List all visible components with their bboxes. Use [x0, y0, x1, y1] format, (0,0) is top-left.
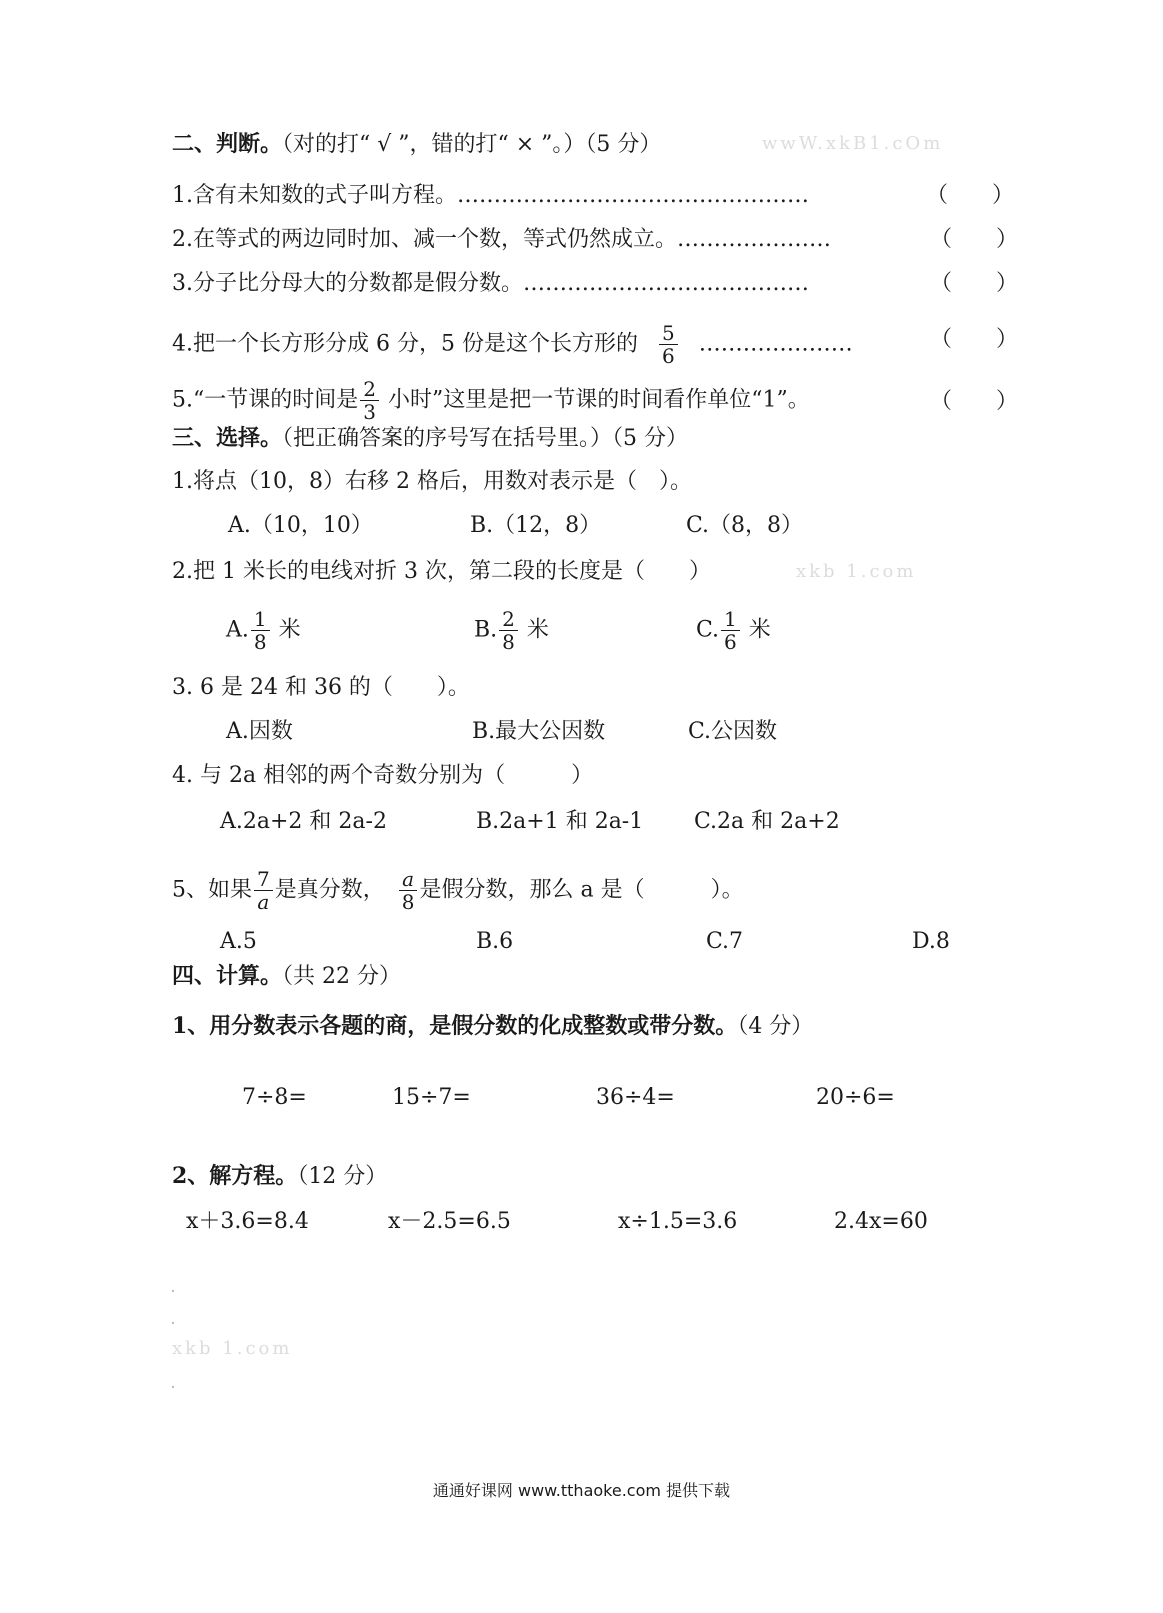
- division-item: 15÷7=: [392, 1085, 471, 1110]
- calc-part2-heading: [172, 1162, 387, 1191]
- scan-dot: [172, 1386, 174, 1388]
- fraction: [721, 608, 740, 653]
- option-unit: 米: [526, 617, 549, 643]
- fraction-denominator: 8: [253, 630, 267, 654]
- watermark: xkb 1.com: [172, 1338, 293, 1359]
- judge-item-5-text: 5.“一节课的时间是: [172, 387, 359, 413]
- choice-q5-text-mid: 是真分数，: [274, 877, 385, 903]
- fraction-numerator: 7: [254, 868, 273, 891]
- option-a: A.2a+2 和 2a-2: [220, 809, 387, 834]
- option-b: B.6: [476, 929, 514, 954]
- section4-title: 四、计算。: [172, 963, 283, 989]
- option-prefix: C.: [696, 617, 720, 643]
- answer-paren-4: （ ）: [930, 327, 1019, 352]
- section3-note: （把正确答案的序号写在括号里。）（5 分）: [282, 426, 689, 451]
- division-item: 7÷8=: [242, 1085, 307, 1110]
- option-a: A.5: [220, 929, 257, 954]
- choice-q5-text-end: 是假分数，那么 a 是（ ）。: [419, 877, 744, 903]
- choice-q3: 3. 6 是 24 和 36 的（ ）。: [172, 675, 470, 700]
- choice-q2: 2.把 1 米长的电线对折 3 次，第二段的长度是（ ）: [172, 559, 711, 584]
- fraction-denominator: 6: [661, 344, 675, 368]
- footer-text: 通通好课网 www.tthaoke.com 提供下载: [432, 1481, 731, 1500]
- judge-item-1: 1.含有未知数的式子叫方程。…………………………………………: [172, 183, 809, 208]
- fraction-denominator: 6: [724, 630, 737, 654]
- fraction: [499, 608, 518, 653]
- fraction: [254, 868, 273, 913]
- scan-dot: [172, 1290, 174, 1292]
- section2-heading: [172, 130, 661, 159]
- calc-part2-title: 2、解方程。: [172, 1163, 298, 1189]
- judge-item-5: [172, 378, 810, 423]
- section2-note: （对的打“ √ ”，错的打“ × ”。）（5 分）: [282, 132, 662, 157]
- section3-title: 三、选择。: [172, 425, 283, 451]
- option-c: C.（8，8）: [686, 513, 804, 538]
- fraction-denominator: a: [257, 890, 270, 914]
- choice-q4: 4. 与 2a 相邻的两个奇数分别为（ ）: [172, 763, 594, 788]
- option-prefix: A.: [226, 617, 249, 643]
- judge-item-3: 3.分子比分母大的分数都是假分数。…………………………………: [172, 271, 809, 296]
- fraction-denominator: 3: [363, 400, 376, 424]
- option-c: [696, 608, 771, 653]
- option-c: C.7: [706, 929, 744, 954]
- fraction-numerator: 1: [721, 608, 740, 631]
- option-unit: 米: [748, 617, 771, 643]
- section2-title: 二、判断。: [172, 131, 283, 157]
- calc-part1-title: 1、用分数表示各题的商，是假分数的化成整数或带分数。: [172, 1013, 738, 1039]
- division-item: 36÷4=: [596, 1085, 675, 1110]
- calc-part1-note: （4 分）: [737, 1014, 814, 1039]
- judge-item-2: 2.在等式的两边同时加、减一个数，等式仍然成立。…………………: [172, 227, 831, 252]
- answer-paren-1: （ ）: [926, 183, 1015, 208]
- fraction-denominator: 8: [502, 630, 515, 654]
- option-c: C.公因数: [688, 719, 778, 744]
- fraction: [251, 608, 270, 653]
- fraction-numerator: 1: [251, 608, 270, 631]
- option-b: B.最大公因数: [472, 719, 606, 744]
- option-prefix: B.: [474, 617, 498, 643]
- choice-q5-text: 5、如果: [172, 877, 252, 903]
- answer-paren-3: （ ）: [930, 271, 1019, 296]
- option-a: A.（10，10）: [228, 513, 373, 538]
- calc-part1-heading: [172, 1012, 813, 1041]
- fraction-numerator: 5: [659, 322, 678, 345]
- watermark: wwW.xkB1.cOm: [762, 133, 944, 154]
- section4-note: （共 22 分）: [282, 964, 401, 989]
- watermark: xkb 1.com: [796, 561, 917, 582]
- calc-part2-note: （12 分）: [297, 1164, 388, 1189]
- option-b: B.（12，8）: [470, 513, 602, 538]
- equation-item: x＋3.6=8.4: [186, 1209, 309, 1234]
- equation-item: x÷1.5=3.6: [618, 1209, 738, 1234]
- dots: …………………: [698, 331, 853, 357]
- fraction: [659, 322, 678, 367]
- scan-dot: [172, 1322, 174, 1324]
- option-a: [226, 608, 301, 653]
- equation-item: 2.4x=60: [834, 1209, 928, 1234]
- fraction-denominator: 8: [401, 890, 415, 914]
- fraction: [360, 378, 379, 423]
- option-d: D.8: [912, 929, 950, 954]
- fraction-numerator: 2: [360, 378, 379, 401]
- option-a: A.因数: [226, 719, 293, 744]
- equation-item: x－2.5=6.5: [388, 1209, 511, 1234]
- fraction-numerator: a: [399, 868, 417, 891]
- option-c: C.2a 和 2a+2: [694, 809, 840, 834]
- judge-item-4-text: 4.把一个长方形分成 6 分，5 份是这个长方形的: [172, 331, 638, 357]
- option-unit: 米: [278, 617, 301, 643]
- choice-q1: 1.将点（10，8）右移 2 格后，用数对表示是（ ）。: [172, 469, 692, 494]
- section4-heading: [172, 962, 401, 991]
- answer-paren-5: （ ）: [930, 389, 1019, 414]
- answer-paren-2: （ ）: [930, 227, 1019, 252]
- option-b: B.2a+1 和 2a-1: [476, 809, 644, 834]
- fraction-numerator: 2: [499, 608, 518, 631]
- option-b: [474, 608, 549, 653]
- section3-heading: [172, 424, 688, 453]
- choice-q5: [172, 868, 744, 913]
- judge-item-5-text-end: 小时”这里是把一节课的时间看作单位“1”。: [387, 387, 810, 413]
- judge-item-4: [172, 322, 853, 367]
- division-item: 20÷6=: [816, 1085, 895, 1110]
- fraction: [399, 868, 418, 913]
